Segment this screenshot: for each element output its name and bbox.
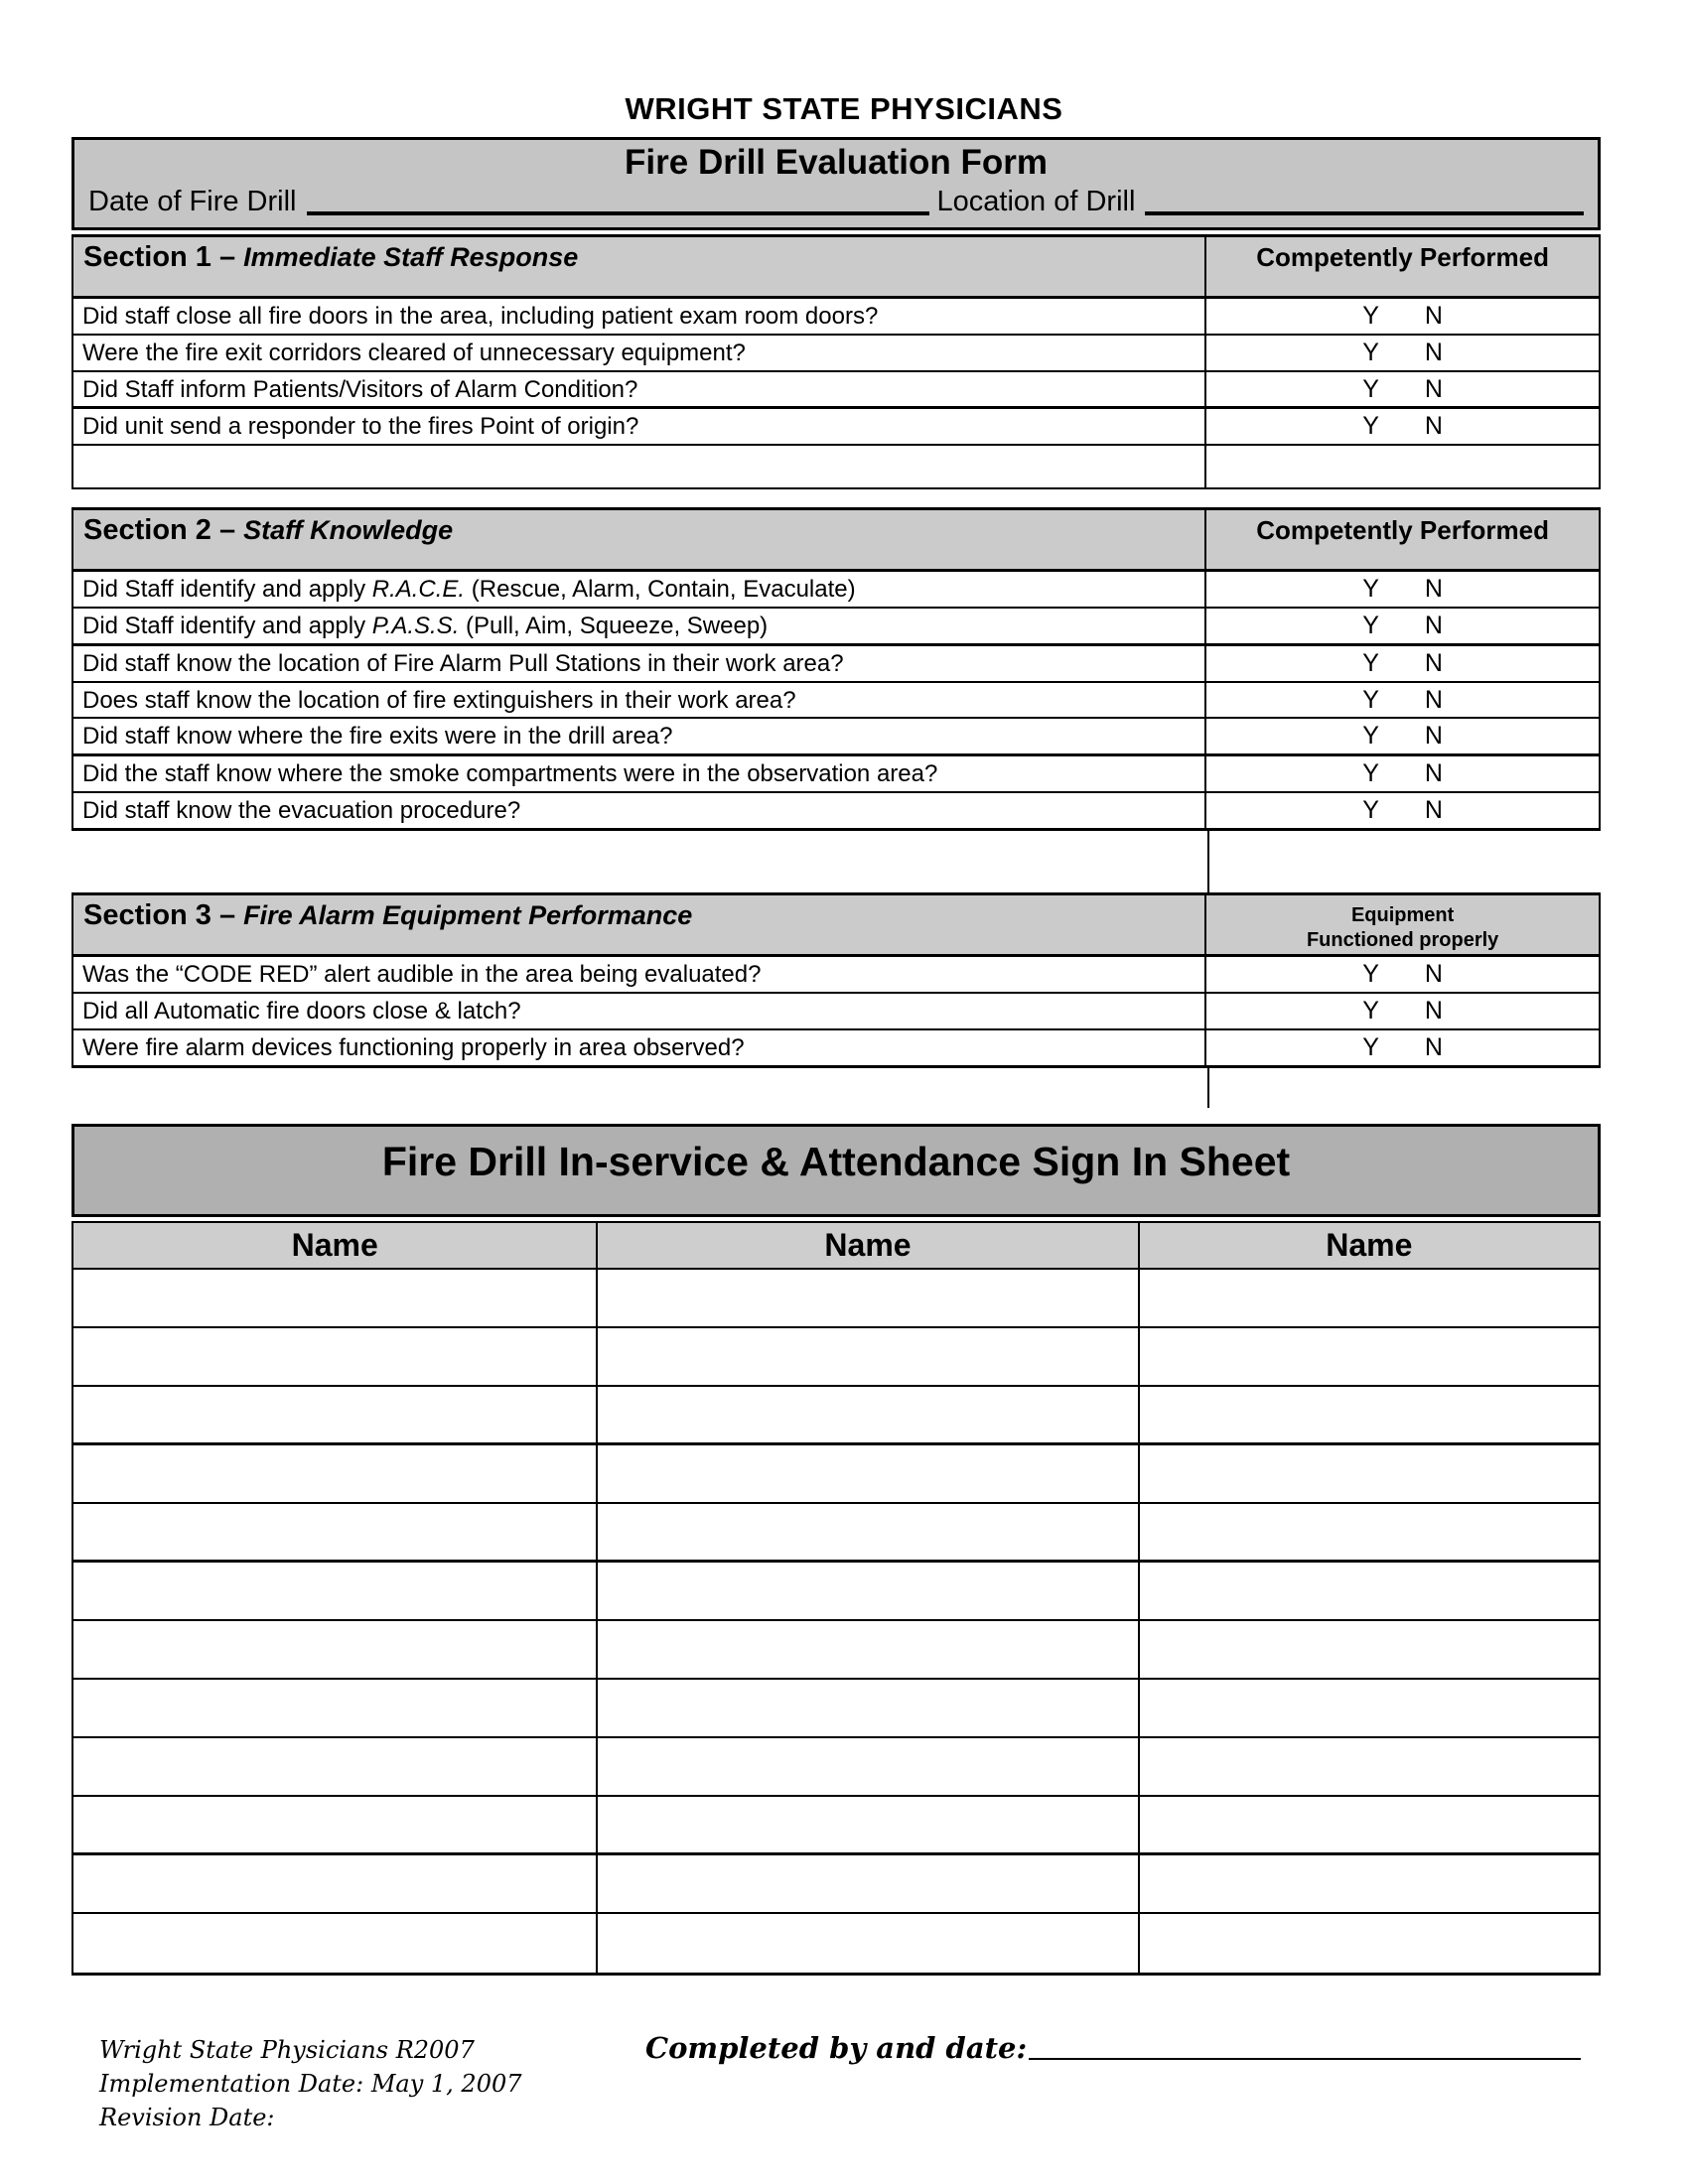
section-1-title-italic: Immediate Staff Response bbox=[243, 242, 579, 273]
signin-row bbox=[73, 1855, 1599, 1914]
signin-cell bbox=[598, 1855, 1139, 1912]
question-row bbox=[73, 299, 1599, 336]
answer-yes: Y bbox=[1362, 722, 1379, 751]
question-row: Did Staff identify and apply R.A.C.E. (Rescue, Alarm, Contain, Evaculate) Y N bbox=[73, 572, 1599, 609]
footer-revision-block bbox=[99, 2033, 645, 2134]
answer-no: N bbox=[1424, 1032, 1443, 1061]
question-row bbox=[73, 957, 1599, 994]
signin-cell bbox=[598, 1445, 1139, 1502]
answer-no: N bbox=[1424, 722, 1443, 751]
answer-no: N bbox=[1424, 338, 1443, 366]
signin-cell bbox=[1140, 1504, 1599, 1560]
completed-by-blank-line bbox=[1029, 2058, 1581, 2060]
signin-row bbox=[73, 1563, 1599, 1621]
answer-yes: Y bbox=[1362, 575, 1379, 604]
signin-cell bbox=[73, 1914, 598, 1973]
signin-cell bbox=[73, 1328, 598, 1385]
answer-no: N bbox=[1424, 996, 1443, 1024]
signin-cell bbox=[598, 1914, 1139, 1973]
signin-cell bbox=[598, 1563, 1139, 1619]
completed-by-label: Completed by and date: bbox=[645, 2030, 1028, 2065]
signin-cell bbox=[1140, 1680, 1599, 1736]
signin-row bbox=[73, 1680, 1599, 1738]
question-row bbox=[73, 372, 1599, 410]
question-text: Did Staff identify and apply bbox=[82, 613, 372, 640]
section-3-right-header bbox=[1206, 895, 1599, 954]
answer-no: N bbox=[1424, 796, 1443, 825]
footer-line-1: Wright State Physicians R2007 bbox=[99, 2035, 475, 2064]
signin-row bbox=[73, 1504, 1599, 1563]
section-1-title-prefix: Section 1 – bbox=[83, 241, 236, 274]
signin-cell bbox=[598, 1621, 1139, 1678]
signin-table bbox=[71, 1221, 1601, 1976]
question-text: Were the fire exit corridors cleared of unnecessary equipment? bbox=[82, 339, 746, 366]
answer-yes: Y bbox=[1362, 648, 1379, 677]
name-column-header: Name bbox=[1326, 1226, 1413, 1263]
question-row bbox=[73, 793, 1599, 828]
equipment-header-line1: Equipment bbox=[1350, 904, 1455, 927]
answer-no: N bbox=[1424, 302, 1443, 331]
completed-by-block bbox=[645, 2030, 1581, 2065]
section-2-title bbox=[73, 510, 1206, 569]
signin-cell bbox=[73, 1738, 598, 1795]
signin-cell bbox=[73, 1270, 598, 1326]
section-2-title-prefix: Section 2 – bbox=[83, 514, 236, 547]
section-3-header bbox=[73, 895, 1599, 957]
signin-cell bbox=[73, 1680, 598, 1736]
question-row bbox=[73, 719, 1599, 756]
question-text: Did unit send a responder to the fires Point of origin? bbox=[82, 413, 639, 441]
section-3-title-italic: Fire Alarm Equipment Performance bbox=[243, 900, 693, 931]
answer-yes: Y bbox=[1362, 302, 1379, 331]
signin-cell bbox=[73, 1387, 598, 1442]
footer-line-2: Implementation Date: May 1, 2007 bbox=[99, 2069, 522, 2098]
question-text: Was the “CODE RED” alert audible in the area being evaluated? bbox=[82, 961, 762, 989]
question-text: Did the staff know where the smoke compartments were in the observation area? bbox=[82, 760, 938, 788]
answer-no: N bbox=[1424, 612, 1443, 640]
question-row bbox=[73, 409, 1599, 446]
section-1-table bbox=[71, 234, 1601, 489]
answer-yes: Y bbox=[1362, 412, 1379, 441]
page-footer bbox=[0, 2030, 1688, 2134]
question-text: Does staff know the location of fire extinguishers in their work area? bbox=[82, 686, 796, 714]
signin-cell bbox=[598, 1328, 1139, 1385]
answer-yes: Y bbox=[1362, 796, 1379, 825]
signin-cell bbox=[1140, 1621, 1599, 1678]
footer-line-3: Revision Date: bbox=[99, 2103, 275, 2131]
signin-header-row bbox=[73, 1223, 1599, 1270]
question-row: Did Staff identify and apply P.A.S.S. (Pull, Aim, Squeeze, Sweep) Y N bbox=[73, 609, 1599, 646]
signin-row bbox=[73, 1621, 1599, 1680]
signin-row bbox=[73, 1914, 1599, 1973]
section-1-header bbox=[73, 237, 1599, 299]
question-row bbox=[73, 646, 1599, 683]
section-2-title-italic: Staff Knowledge bbox=[243, 515, 454, 546]
form-header-banner bbox=[71, 137, 1601, 230]
signin-cell bbox=[73, 1445, 598, 1502]
location-of-drill-label: Location of Drill bbox=[936, 186, 1136, 218]
answer-yes: Y bbox=[1362, 960, 1379, 989]
answer-yes: Y bbox=[1362, 338, 1379, 366]
name-column-header: Name bbox=[73, 1223, 598, 1268]
section-1-title bbox=[73, 237, 1206, 296]
question-text: Did staff know where the fire exits were in the drill area? bbox=[82, 723, 673, 751]
question-text: Did staff close all fire doors in the area, including patient exam room doors? bbox=[82, 303, 879, 331]
section-2-right-header: Competently Performed bbox=[1256, 515, 1549, 546]
question-text: Did all Automatic fire doors close & latch? bbox=[82, 997, 521, 1024]
signin-title: Fire Drill In-service & Attendance Sign In Sheet bbox=[381, 1138, 1291, 1184]
name-column-header: Name bbox=[598, 1223, 1139, 1268]
signin-cell bbox=[73, 1504, 598, 1560]
signin-cell bbox=[1140, 1270, 1599, 1326]
answer-yes: Y bbox=[1362, 759, 1379, 788]
signin-cell bbox=[1140, 1387, 1599, 1442]
signin-cell bbox=[1140, 1328, 1599, 1385]
empty-row bbox=[73, 446, 1599, 487]
signin-cell bbox=[1140, 1563, 1599, 1619]
section-3-title bbox=[73, 895, 1206, 954]
answer-yes: Y bbox=[1362, 685, 1379, 714]
section-3-table bbox=[71, 892, 1601, 1068]
question-text: Did Staff inform Patients/Visitors of Alarm Condition? bbox=[82, 375, 638, 403]
answer-yes: Y bbox=[1362, 996, 1379, 1024]
column-divider-line bbox=[1207, 1068, 1209, 1108]
signin-cell bbox=[73, 1563, 598, 1619]
column-divider-line bbox=[1207, 831, 1209, 892]
question-row bbox=[73, 756, 1599, 793]
answer-yes: Y bbox=[1362, 612, 1379, 640]
answer-no: N bbox=[1424, 960, 1443, 989]
answer-no: N bbox=[1424, 685, 1443, 714]
signin-cell bbox=[598, 1270, 1139, 1326]
question-text: Were fire alarm devices functioning properly in area observed? bbox=[82, 1033, 745, 1061]
signin-row bbox=[73, 1270, 1599, 1328]
answer-no: N bbox=[1424, 575, 1443, 604]
signin-cell bbox=[598, 1738, 1139, 1795]
section-1-right-header: Competently Performed bbox=[1256, 242, 1549, 273]
signin-cell bbox=[598, 1387, 1139, 1442]
signin-row bbox=[73, 1445, 1599, 1504]
question-text: Did Staff identify and apply bbox=[82, 576, 372, 604]
form-title: Fire Drill Evaluation Form bbox=[625, 143, 1048, 182]
question-row bbox=[73, 1030, 1599, 1065]
signin-cell bbox=[1140, 1914, 1599, 1973]
answer-no: N bbox=[1424, 374, 1443, 403]
signin-cell bbox=[73, 1855, 598, 1912]
signin-cell bbox=[1140, 1855, 1599, 1912]
signin-cell bbox=[73, 1797, 598, 1852]
section-spacer bbox=[71, 831, 1601, 892]
signin-cell bbox=[73, 1621, 598, 1678]
question-text: Did staff know the evacuation procedure? bbox=[82, 797, 521, 825]
answer-no: N bbox=[1424, 648, 1443, 677]
question-row bbox=[73, 994, 1599, 1030]
question-row bbox=[73, 336, 1599, 372]
signin-row bbox=[73, 1738, 1599, 1797]
page-title: WRIGHT STATE PHYSICIANS bbox=[625, 91, 1063, 126]
form-content bbox=[71, 137, 1601, 1976]
location-blank-line bbox=[1145, 211, 1584, 215]
date-blank-line bbox=[307, 211, 929, 215]
date-of-fire-drill-label: Date of Fire Drill bbox=[88, 186, 297, 218]
answer-no: N bbox=[1424, 412, 1443, 441]
answer-yes: Y bbox=[1362, 374, 1379, 403]
signin-cell bbox=[1140, 1797, 1599, 1852]
signin-row bbox=[73, 1797, 1599, 1855]
signin-cell bbox=[598, 1797, 1139, 1852]
section-2-table bbox=[71, 507, 1601, 831]
signin-cell bbox=[1140, 1445, 1599, 1502]
signin-row bbox=[73, 1387, 1599, 1445]
equipment-header-line2: Functioned properly bbox=[1306, 929, 1499, 952]
signin-cell bbox=[598, 1504, 1139, 1560]
signin-cell bbox=[598, 1680, 1139, 1736]
section-spacer bbox=[71, 1068, 1601, 1108]
question-row bbox=[73, 683, 1599, 720]
signin-cell bbox=[1140, 1738, 1599, 1795]
date-location-row bbox=[74, 183, 1598, 227]
answer-no: N bbox=[1424, 759, 1443, 788]
section-3-title-prefix: Section 3 – bbox=[83, 899, 236, 932]
section-2-header bbox=[73, 510, 1599, 572]
question-text: Did staff know the location of Fire Alarm Pull Stations in their work area? bbox=[82, 649, 844, 677]
signin-row bbox=[73, 1328, 1599, 1387]
signin-banner bbox=[71, 1124, 1601, 1217]
answer-yes: Y bbox=[1362, 1032, 1379, 1061]
